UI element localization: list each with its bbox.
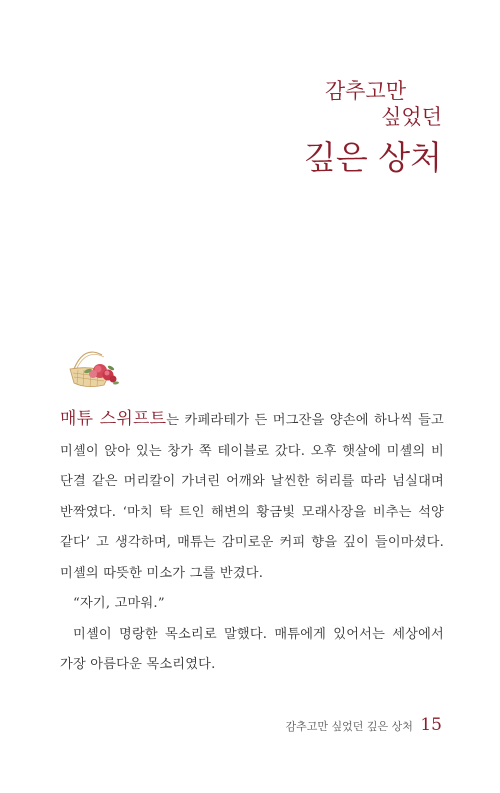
running-title: 감추고만 싶었던 깊은 상처 xyxy=(285,720,413,733)
paragraph-2: “자기, 고마워.” xyxy=(73,596,165,611)
paragraph-1-text: 는 카페라테가 든 머그잔을 양손에 하나씩 들고 미셸이 앉아 있는 창가 쪽 테이블로 갔다. 오후 햇살에 미셸의 비단결 같은 머리칼이 가녀린 어깨와 날씬한 허리를 따라 넘실대며 반짝였다. ‘마치 탁 트인 해변의 황금빛 모래사장을 비추는 석양 같다’ 고 생각하며, 매튜는 감미로운 커피 향을 깊이 들이마셨다. 미셸의 따뜻한 미소가 그를 반겼다. xyxy=(60,413,444,581)
character-name: 매튜 스위프트 xyxy=(60,409,167,429)
chapter-title-line2: 싶었던 xyxy=(381,105,442,129)
chapter-title-line1: 감추고만 xyxy=(324,79,406,103)
paragraph-1 xyxy=(60,404,444,589)
flower-basket-icon xyxy=(64,343,122,389)
body-text xyxy=(60,404,444,681)
paragraph-3: 미셸이 명랑한 목소리로 말했다. 매튜에게 있어서는 세상에서 가장 아름다운 목소리였다. xyxy=(60,626,444,672)
chapter-title-line3: 깊은 상처 xyxy=(303,138,442,177)
page-footer xyxy=(285,715,442,735)
chapter-title xyxy=(304,78,442,180)
page-number: 15 xyxy=(420,715,442,735)
